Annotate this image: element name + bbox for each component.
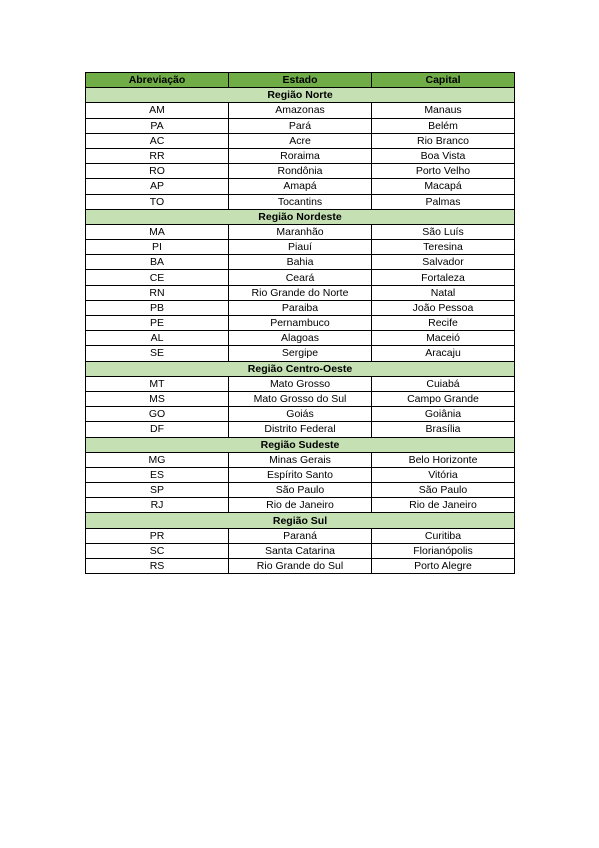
table-row: [86, 118, 515, 133]
capital-cell: Goiânia: [372, 407, 515, 422]
capital-cell: Brasília: [372, 422, 515, 437]
region-header: Região Sul: [86, 513, 515, 528]
table-row: [86, 240, 515, 255]
state-cell: Paraná: [229, 528, 372, 543]
table-body: [86, 88, 515, 574]
state-cell: Amapá: [229, 179, 372, 194]
table-row: [86, 467, 515, 482]
abbreviation-cell: DF: [86, 422, 229, 437]
state-cell: Distrito Federal: [229, 422, 372, 437]
capital-cell: Belo Horizonte: [372, 452, 515, 467]
table-row: [86, 528, 515, 543]
abbreviation-cell: MA: [86, 224, 229, 239]
abbreviation-cell: SP: [86, 483, 229, 498]
capital-cell: Florianópolis: [372, 543, 515, 558]
abbreviation-cell: ES: [86, 467, 229, 482]
region-header: Região Nordeste: [86, 209, 515, 224]
abbreviation-cell: AM: [86, 103, 229, 118]
capital-cell: Maceió: [372, 331, 515, 346]
abbreviation-cell: PA: [86, 118, 229, 133]
table-row: [86, 270, 515, 285]
abbreviation-cell: RJ: [86, 498, 229, 513]
table-row: [86, 300, 515, 315]
table-row: [86, 194, 515, 209]
table-row: [86, 498, 515, 513]
capital-cell: Palmas: [372, 194, 515, 209]
abbreviation-cell: RO: [86, 164, 229, 179]
abbreviation-cell: SE: [86, 346, 229, 361]
abbreviation-cell: MT: [86, 376, 229, 391]
abbreviation-cell: GO: [86, 407, 229, 422]
state-cell: Mato Grosso: [229, 376, 372, 391]
region-header: Região Norte: [86, 88, 515, 103]
state-cell: Minas Gerais: [229, 452, 372, 467]
abbreviation-cell: SC: [86, 543, 229, 558]
region-row: [86, 209, 515, 224]
abbreviation-cell: AC: [86, 133, 229, 148]
capital-cell: Porto Velho: [372, 164, 515, 179]
state-cell: Rio Grande do Norte: [229, 285, 372, 300]
state-cell: Bahia: [229, 255, 372, 270]
capital-cell: Fortaleza: [372, 270, 515, 285]
abbreviation-cell: RN: [86, 285, 229, 300]
table-row: [86, 224, 515, 239]
region-row: [86, 88, 515, 103]
capital-cell: João Pessoa: [372, 300, 515, 315]
state-cell: Maranhão: [229, 224, 372, 239]
capital-cell: Rio Branco: [372, 133, 515, 148]
table-row: [86, 543, 515, 558]
state-cell: Espírito Santo: [229, 467, 372, 482]
table-row: [86, 407, 515, 422]
table-row: [86, 148, 515, 163]
capital-cell: São Paulo: [372, 483, 515, 498]
region-row: [86, 361, 515, 376]
state-cell: Amazonas: [229, 103, 372, 118]
region-header: Região Centro-Oeste: [86, 361, 515, 376]
header-capital: Capital: [372, 73, 515, 88]
state-cell: Rio Grande do Sul: [229, 559, 372, 574]
abbreviation-cell: PB: [86, 300, 229, 315]
state-cell: Santa Catarina: [229, 543, 372, 558]
region-row: [86, 513, 515, 528]
capital-cell: Campo Grande: [372, 391, 515, 406]
table-row: [86, 376, 515, 391]
abbreviation-cell: MS: [86, 391, 229, 406]
state-cell: Rondônia: [229, 164, 372, 179]
capital-cell: Rio de Janeiro: [372, 498, 515, 513]
abbreviation-cell: PR: [86, 528, 229, 543]
table-row: [86, 452, 515, 467]
header-row: [86, 73, 515, 88]
abbreviation-cell: PE: [86, 316, 229, 331]
state-cell: São Paulo: [229, 483, 372, 498]
states-table: [85, 72, 515, 574]
capital-cell: Recife: [372, 316, 515, 331]
state-cell: Rio de Janeiro: [229, 498, 372, 513]
state-cell: Ceará: [229, 270, 372, 285]
abbreviation-cell: MG: [86, 452, 229, 467]
abbreviation-cell: RR: [86, 148, 229, 163]
header-abbreviation: Abreviação: [86, 73, 229, 88]
abbreviation-cell: AL: [86, 331, 229, 346]
abbreviation-cell: AP: [86, 179, 229, 194]
table-row: [86, 103, 515, 118]
capital-cell: Natal: [372, 285, 515, 300]
capital-cell: Belém: [372, 118, 515, 133]
region-header: Região Sudeste: [86, 437, 515, 452]
state-cell: Pará: [229, 118, 372, 133]
state-cell: Piauí: [229, 240, 372, 255]
abbreviation-cell: PI: [86, 240, 229, 255]
capital-cell: Porto Alegre: [372, 559, 515, 574]
table-row: [86, 346, 515, 361]
state-cell: Sergipe: [229, 346, 372, 361]
capital-cell: Macapá: [372, 179, 515, 194]
state-cell: Acre: [229, 133, 372, 148]
table-row: [86, 285, 515, 300]
table-row: [86, 391, 515, 406]
region-row: [86, 437, 515, 452]
state-cell: Tocantins: [229, 194, 372, 209]
state-cell: Roraima: [229, 148, 372, 163]
capital-cell: Teresina: [372, 240, 515, 255]
capital-cell: Salvador: [372, 255, 515, 270]
table-row: [86, 559, 515, 574]
state-cell: Alagoas: [229, 331, 372, 346]
table-row: [86, 255, 515, 270]
capital-cell: Curitiba: [372, 528, 515, 543]
table-row: [86, 422, 515, 437]
table-row: [86, 164, 515, 179]
table-row: [86, 179, 515, 194]
capital-cell: São Luís: [372, 224, 515, 239]
state-cell: Mato Grosso do Sul: [229, 391, 372, 406]
header-state: Estado: [229, 73, 372, 88]
state-cell: Paraiba: [229, 300, 372, 315]
capital-cell: Aracaju: [372, 346, 515, 361]
abbreviation-cell: RS: [86, 559, 229, 574]
abbreviation-cell: TO: [86, 194, 229, 209]
capital-cell: Boa Vista: [372, 148, 515, 163]
table-header: [86, 73, 515, 88]
table-row: [86, 331, 515, 346]
abbreviation-cell: BA: [86, 255, 229, 270]
capital-cell: Cuiabá: [372, 376, 515, 391]
table-row: [86, 133, 515, 148]
capital-cell: Vitória: [372, 467, 515, 482]
abbreviation-cell: CE: [86, 270, 229, 285]
table-row: [86, 316, 515, 331]
state-cell: Goiás: [229, 407, 372, 422]
state-cell: Pernambuco: [229, 316, 372, 331]
table-row: [86, 483, 515, 498]
capital-cell: Manaus: [372, 103, 515, 118]
